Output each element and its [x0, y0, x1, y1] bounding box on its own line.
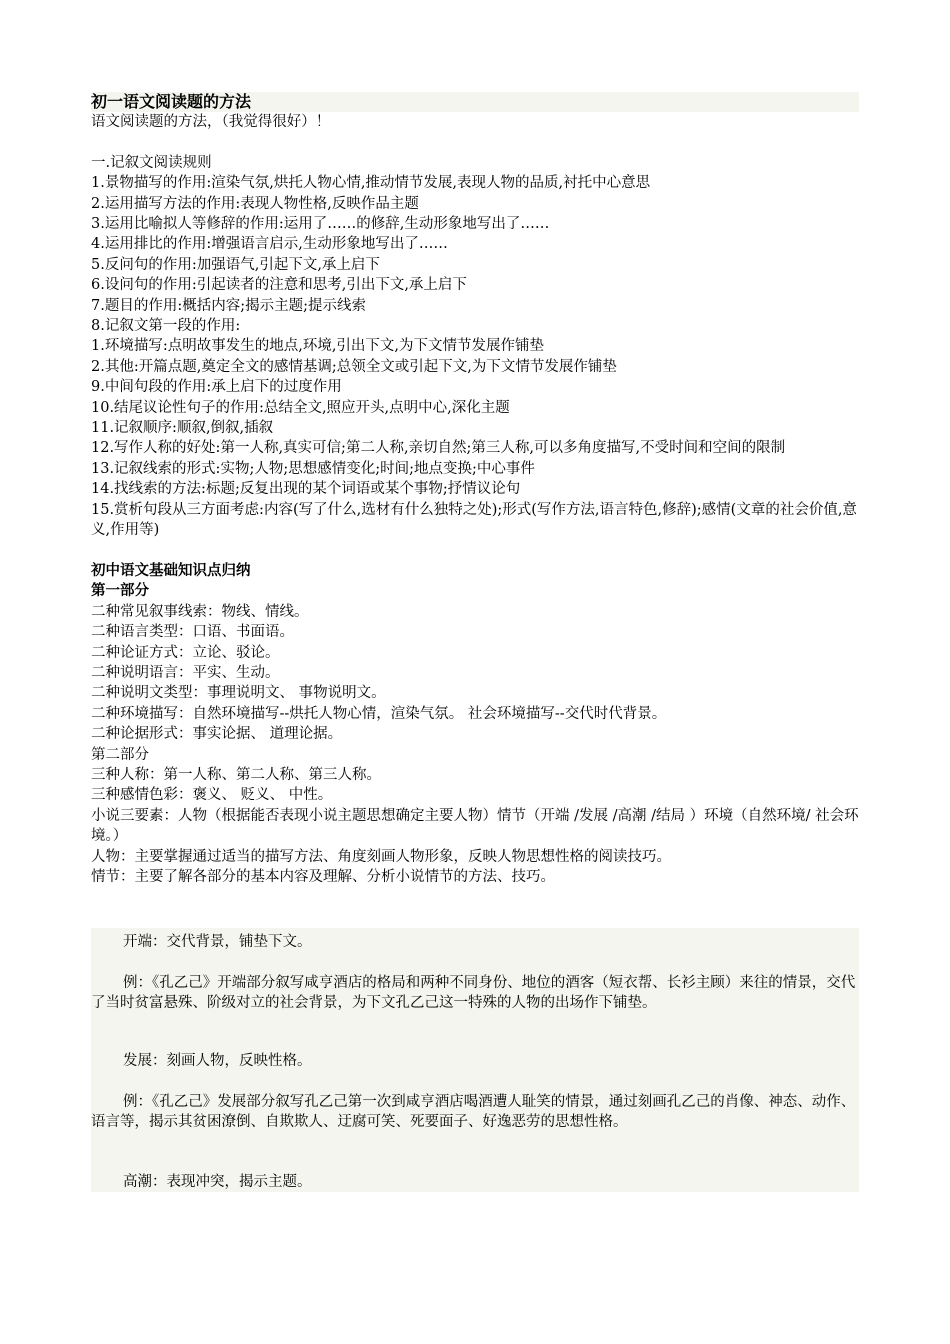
- part2-line: 三种人称：第一人称、第二人称、第三人称。: [91, 766, 381, 783]
- section1-line: 4.运用排比的作用:增强语言启示,生动形象地写出了……: [91, 236, 448, 253]
- section1-line: 14.找线索的方法:标题;反复出现的某个词语或某个事物;抒情议论句: [91, 481, 521, 498]
- shaded-example-block: [91, 928, 859, 1192]
- part1-line: 二种论证方式：立论、驳论。: [91, 644, 280, 661]
- shaded-paragraph: 开端：交代背景，铺垫下文。: [123, 934, 312, 950]
- shaded-paragraph: 发展：刻画人物，反映性格。: [123, 1053, 312, 1069]
- section1-line: 7.题目的作用:概括内容;揭示主题;提示线索: [91, 297, 366, 314]
- intro-line: 语文阅读题的方法，（我觉得很好）！: [91, 114, 331, 130]
- shaded-paragraph: 例：《孔乙己》发展部分叙写孔乙己第一次到咸亨酒店喝酒遭人耻笑的情景，通过刻画孔乙己的肖像、神态、动作、语言等，揭示其贫困潦倒、自欺欺人、迂腐可笑、死要面子、好逸恶劳的思想性格。: [91, 1094, 856, 1131]
- blank-line: [91, 132, 859, 152]
- part2-line: 小说三要素：人物（根据能否表现小说主题思想确定主要人物）情节（开端 /发展 /高潮 /结局 ）环境（自然环境/ 社会环境。）: [91, 807, 859, 845]
- section1-line: 11.记叙顺序:顺叙,倒叙,插叙: [91, 420, 274, 437]
- section1-line: 1.景物描写的作用:渲染气氛,烘托人物心情,推动情节发展,表现人物的品质,衬托中心意思: [91, 175, 651, 192]
- part1-line: 二种语言类型：口语、书面语。: [91, 624, 294, 641]
- section1-line: 2.其他:开篇点题,奠定全文的感情基调;总领全文或引起下文,为下文情节发展作铺垫: [91, 358, 617, 375]
- section1-line: 5.反问句的作用:加强语气,引起下文,承上启下: [91, 256, 380, 273]
- section1-line: 6.设问句的作用:引起读者的注意和思考,引出下文,承上启下: [91, 277, 467, 294]
- part1-line: 二种说明语言：平实、生动。: [91, 664, 280, 681]
- section1-line: 13.记叙线索的形式:实物;人物;思想感情变化;时间;地点变换;中心事件: [91, 460, 535, 477]
- section1-line: 10.结尾议论性句子的作用:总结全文,照应开头,点明中心,深化主题: [91, 399, 510, 416]
- section1-line: 1.环境描写:点明故事发生的地点,环境,引出下文,为下文情节发展作铺垫: [91, 338, 545, 355]
- section1-line: 3.运用比喻拟人等修辞的作用:运用了……的修辞,生动形象地写出了……: [91, 216, 550, 233]
- document-body: [91, 92, 859, 887]
- part1-line: 二种常见叙事线索：物线、情线。: [91, 603, 309, 620]
- document-title: 初一语文阅读题的方法: [91, 92, 859, 112]
- section1-line: 15.赏析句段从三方面考虑:内容(写了什么,选材有什么独特之处);形式(写作方法,语言特色,修辞);感情(文章的社会价值,意义,作用等): [91, 501, 857, 539]
- part2-line: 三种感情色彩：褒义、 贬义、 中性。: [91, 787, 333, 804]
- shaded-paragraph: 例：《孔乙己》开端部分叙写咸亨酒店的格局和两种不同身份、地位的酒客（短衣帮、长衫主顾）来往的情景，交代了当时贫富悬殊、阶级对立的社会背景，为下文孔乙己这一特殊的人物的出场作下铺垫。: [91, 975, 856, 1012]
- section1-line: 8.记叙文第一段的作用:: [91, 318, 241, 335]
- section1-line: 2.运用描写方法的作用:表现人物性格,反映作品主题: [91, 195, 419, 212]
- section2-heading: 初中语文基础知识点归纳: [91, 561, 251, 579]
- section1-line: 12.写作人称的好处:第一人称,真实可信;第二人称,亲切自然;第三人称,可以多角度描写,不受时间和空间的限制: [91, 440, 786, 457]
- section1-line: 9.中间句段的作用:承上启下的过度作用: [91, 379, 342, 396]
- part1-line: 二种说明文类型：事理说明文、 事物说明文。: [91, 685, 386, 702]
- part1-heading: 第一部分: [91, 582, 149, 600]
- section1-heading: 一.记叙文阅读规则: [91, 154, 212, 171]
- shaded-paragraph: 高潮：表现冲突，揭示主题。: [123, 1174, 312, 1190]
- part1-line: 二种论据形式：事实论据、 道理论据。: [91, 726, 343, 743]
- part2-line: 情节：主要了解各部分的基本内容及理解、分析小说情节的方法、技巧。: [91, 869, 555, 885]
- blank-line: [91, 541, 859, 561]
- part2-heading: 第二部分: [91, 746, 149, 763]
- part2-line: 人物：主要掌握通过适当的描写方法、角度刻画人物形象，反映人物思想性格的阅读技巧。: [91, 848, 671, 865]
- part1-line: 二种环境描写：自然环境描写--烘托人物心情，渲染气氛。 社会环境描写--交代时代背景。: [91, 705, 667, 722]
